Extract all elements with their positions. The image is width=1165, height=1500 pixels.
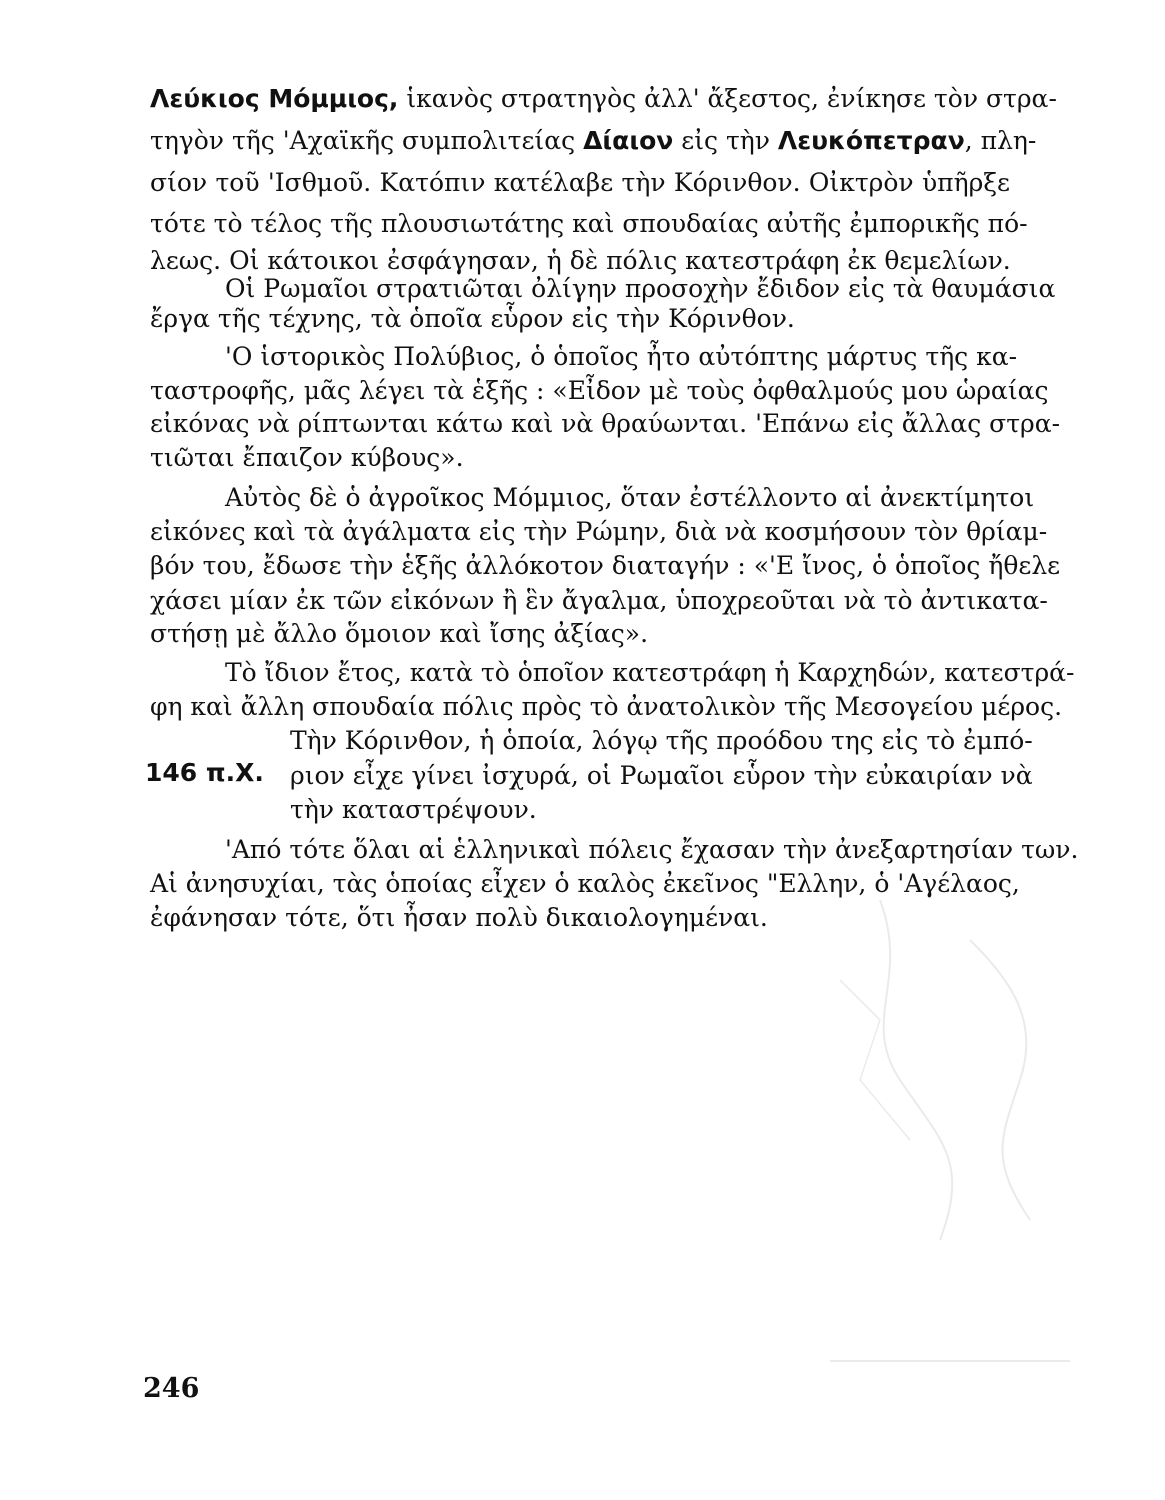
text-span: ἱκανὸς στρατηγὸς ἀλλ' ἄξεστος, ἐνίκησε τὸν στρα- — [398, 84, 1057, 113]
paragraph-7-line-2: Αἱ ἀνησυχίαι, τὰς ὁποίας εἶχεν ὁ καλὸς ἐκεῖνος "Ελλην, ὁ 'Αγέλαος, — [150, 869, 1020, 898]
paragraph-1-line-5: λεως. Οἱ κάτοικοι ἐσφάγησαν, ἡ δὲ πόλις κατεστράφη ἐκ θεμελίων. — [150, 246, 1011, 275]
paragraph-7-line-3: ἐφάνησαν τότε, ὅτι ἦσαν πολὺ δικαιολογημέναι. — [150, 903, 768, 932]
name-diaios: Δίαιον — [583, 126, 674, 155]
paragraph-2-line-2: ἔργα τῆς τέχνης, τὰ ὁποῖα εὗρον εἰς τὴν Κόρινθον. — [150, 304, 795, 333]
paragraph-6-line-1: Τὴν Κόρινθον, ἡ ὁποία, λόγῳ τῆς προόδου της εἰς τὸ ἐμπό- — [290, 726, 1033, 755]
paragraph-4-line-4: χάσει μίαν ἐκ τῶν εἰκόνων ἢ ἓν ἄγαλμα, ὑποχρεοῦται νὰ τὸ ἀντικατα- — [150, 586, 1048, 615]
paragraph-1-line-4: τότε τὸ τέλος τῆς πλουσιωτάτης καὶ σπουδαίας αὐτῆς ἐμπορικῆς πό- — [150, 209, 1028, 238]
text-span: τηγὸν τῆς 'Αχαϊκῆς συμπολιτείας — [150, 126, 584, 155]
paragraph-4-line-3: βόν του, ἔδωσε τὴν ἑξῆς ἀλλόκοτον διαταγήν : «'Ε ἴνος, ὁ ὁποῖος ἤθελε — [150, 551, 1061, 580]
paragraph-7-line-1: 'Από τότε ὅλαι αἱ ἑλληνικαὶ πόλεις ἔχασαν τὴν ἀνεξαρτησίαν των. — [225, 835, 1079, 864]
paragraph-3-line-3: εἰκόνας νὰ ρίπτωνται κάτω καὶ νὰ θραύωνται. 'Επάνω εἰς ἄλλας στρα- — [150, 409, 1061, 438]
paragraph-1-line-1 — [150, 82, 1057, 116]
paragraph-4-line-2: εἰκόνες καὶ τὰ ἀγάλματα εἰς τὴν Ρώμην, διὰ νὰ κοσμήσουν τὸν θρίαμ- — [150, 517, 1048, 546]
paragraph-3-line-1: 'Ο ἱστορικὸς Πολύβιος, ὁ ὁποῖος ἦτο αὐτόπτης μάρτυς τῆς κα- — [225, 342, 1018, 371]
text-span: , πλη- — [964, 126, 1037, 155]
page-number: 246 — [143, 1373, 200, 1404]
paragraph-6-line-3: τὴν καταστρέψουν. — [290, 795, 537, 824]
paragraph-1-line-2 — [150, 124, 1037, 158]
paragraph-6-line-2: ριον εἶχε γίνει ἰσχυρά, οἱ Ρωμαῖοι εὗρον τὴν εὐκαιρίαν νὰ — [290, 761, 1033, 790]
name-leukios-mommios: Λεύκιος Μόμμιος, — [150, 84, 399, 113]
margin-date-note: 146 π.Χ. — [145, 758, 264, 787]
place-leukopetra: Λευκόπετραν — [777, 126, 965, 155]
paragraph-1-line-3: σίον τοῦ 'Ισθμοῦ. Κατόπιν κατέλαβε τὴν Κόρινθον. Οἰκτρὸν ὑπῆρξε — [150, 168, 1010, 197]
paragraph-5-line-2: φη καὶ ἄλλη σπουδαία πόλις πρὸς τὸ ἀνατολικὸν τῆς Μεσογείου μέρος. — [150, 692, 1063, 721]
paragraph-3-line-4: τιῶται ἔπαιζον κύβους». — [150, 443, 464, 472]
text-span: εἰς τὴν — [673, 126, 778, 155]
paragraph-4-line-1: Αὐτὸς δὲ ὁ ἀγροῖκος Μόμμιος, ὅταν ἐστέλλοντο αἱ ἀνεκτίμητοι — [225, 483, 1035, 512]
paragraph-3-line-2: ταστροφῆς, μᾶς λέγει τὰ ἑξῆς : «Εἶδον μὲ τοὺς ὀφθαλμούς μου ὡραίας — [150, 376, 1049, 405]
paragraph-2-line-1: Οἱ Ρωμαῖοι στρατιῶται ὀλίγην προσοχὴν ἔδιδον εἰς τὰ θαυμάσια — [225, 274, 1056, 303]
paragraph-5-line-1: Τὸ ἴδιον ἔτος, κατὰ τὸ ὁποῖον κατεστράφη ἡ Καρχηδών, κατεστρά- — [225, 658, 1075, 687]
paragraph-4-line-5: στήσῃ μὲ ἄλλο ὅμοιον καὶ ἴσης ἀξίας». — [150, 619, 649, 648]
